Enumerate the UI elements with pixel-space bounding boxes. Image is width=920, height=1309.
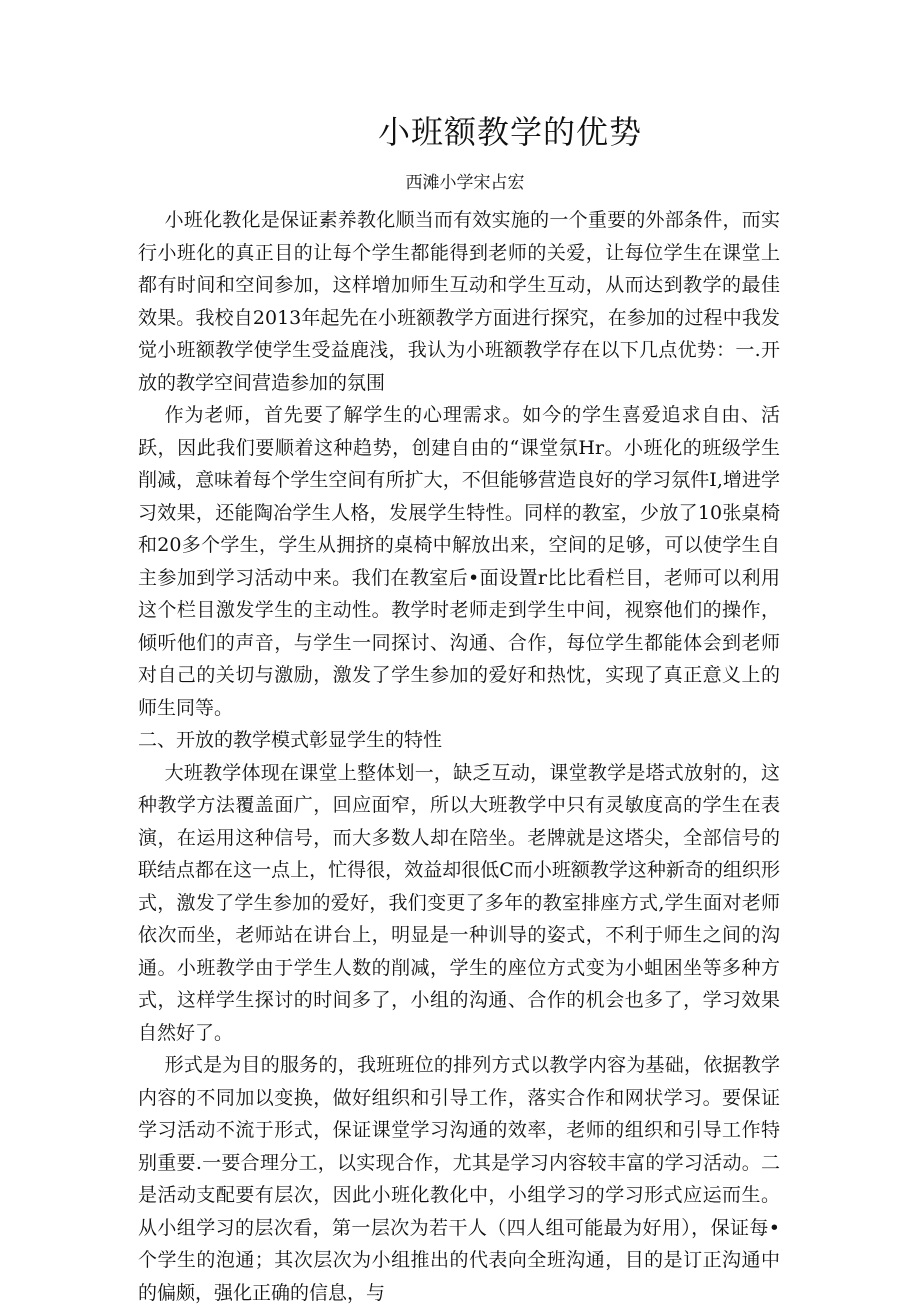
- section-heading-2: 二、开放的教学模式彰显学生的特性: [138, 729, 443, 751]
- document-body: [138, 204, 780, 1309]
- paragraph-large-class: 大班教学体现在课堂上整体划一，缺乏互动，课堂教学是塔式放射的，这种教学方法覆盖面广，回应面窄，所以大班教学中只有灵敏度高的学生在表演，在运用这种信号，而大多数人却在陪坐。老牌就是这塔尖，全部信号的联结点都在这一点上，忙得很，效益却很低C而小班额教学这种新奇的组织形式，激发了学生参加的爱好，我们变更了多年的教室排座方式,学生面对老师依次而坐，老师站在讲台上，明显是一种训导的姿式，不利于师生之间的沟通。小班教学由于学生人数的削减，学生的座位方式变为小蛆困坐等多种方式，这样学生探讨的时间多了，小组的沟通、合作的机会也多了，学习效果自然好了。: [138, 761, 780, 1044]
- document-author: 西滩小学宋占宏: [405, 173, 525, 193]
- paragraph-intro: 小班化教化是保证素养教化顺当而有效实施的一个重要的外部条件，而实行小班化的真正目的让每个学生都能得到老师的关爱，让每位学生在课堂上都有时间和空间参加，这样增加师生互动和学生互动，从而达到教学的最佳效果。我校自2013年起先在小班额教学方面进行探究，在参加的过程中我发觉小班额教学使学生受益鹿浅，我认为小班额教学存在以下几点优势：一.开放的教学空间营造参加的氛围: [138, 209, 780, 394]
- document-title: 小班额教学的优势: [377, 113, 642, 151]
- paragraph-form-purpose: 形式是为目的服务的，我班班位的排列方式以教学内容为基础，依据教学内容的不同加以变换，做好组织和引导工作，落实合作和网状学习。要保证学习活动不流于形式，保证课堂学习沟通的效率，老师的组织和引导工作特别重要.一要合理分工，以实现合作，尤其是学习内容较丰富的学习活动。二是活动支配要有层次，因此小班化教化中，小组学习的学习形式应运而生。从小组学习的层次看，第一层次为若干人（四人组可能最为好用），保证每•个学生的泡通；其次层次为小组推出的代表向全班沟通，目的是订正沟通中的偏颇，强化正确的信息，与: [138, 1054, 780, 1304]
- paragraph-teacher-needs: 作为老师，首先要了解学生的心理需求。如今的学生喜爱追求自由、活跃，因此我们要顺着这种趋势，创建自由的“课堂氛Hr。小班化的班级学生削减，意味着每个学生空间有所扩大，不但能够营造良好的学习氛件I,增进学习效果，还能陶冶学生人格，发展学生特性。同样的教室，少放了10张桌椅和20多个学生，学生从拥挤的桌椅中解放出来，空间的足够，可以使学生自主参加到学习活动中来。我们在教室后•面设置r比比看栏目，老师可以利用这个栏目激发学生的主动性。教学时老师走到学生中间，视察他们的操作，倾听他们的声音，与学生一同探讨、沟通、合作，每位学生都能体会到老师对自己的关切与激励，激发了学生参加的爱好和热忱，实现了真正意义上的师生同等。: [138, 404, 780, 719]
